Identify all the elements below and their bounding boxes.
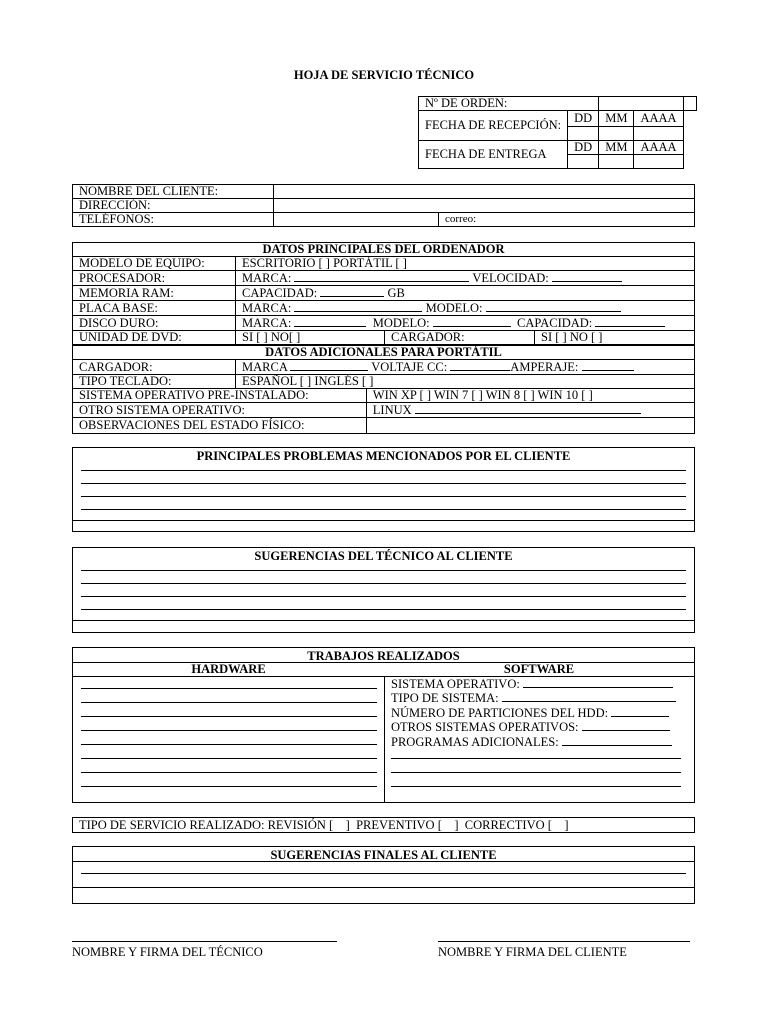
preinstalled-os-label: SISTEMA OPERATIVO PRE-INSTALADO: <box>73 389 367 403</box>
order-table <box>418 96 697 169</box>
page-title: HOJA DE SERVICIO TÉCNICO <box>293 68 475 82</box>
work-heading: TRABAJOS REALIZADOS <box>307 649 460 663</box>
charger-value[interactable]: SI [ ] NO [ ] <box>535 331 695 345</box>
tech-suggestions-heading: SUGERENCIAS DEL TÉCNICO AL CLIENTE <box>254 549 513 563</box>
laptop-charger-amperage-label: AMPERAJE: <box>510 360 579 374</box>
dvd-value[interactable]: SI [ ] NO[ ] <box>236 331 385 345</box>
service-type-label: TIPO DE SERVICIO REALIZADO: REVISIÓN [ ] PREVENTIVO [ ] CORRECTIVO [ ] <box>79 818 569 832</box>
laptop-charger-brand-label: MARCA <box>242 360 288 374</box>
service-type-box[interactable] <box>72 817 695 833</box>
sw-item-other-os: OTROS SISTEMAS OPERATIVOS: <box>391 720 676 734</box>
sw-item-os: SISTEMA OPERATIVO: <box>391 677 676 691</box>
sw-item-partitions: NÚMERO DE PARTICIONES DEL HDD: <box>391 706 676 720</box>
other-os-linux: LINUX <box>372 403 412 417</box>
model-label: MODELO DE EQUIPO: <box>73 257 236 271</box>
laptop-data-table <box>72 345 695 434</box>
delivery-mm-label: MM <box>599 141 634 155</box>
ram-capacity-label: CAPACIDAD: <box>242 286 318 300</box>
reception-dd-field[interactable] <box>568 127 599 141</box>
main-data-heading: DATOS PRINCIPALES DEL ORDENADOR <box>73 243 695 257</box>
charger-label: CARGADOR: <box>385 331 535 345</box>
dvd-label: UNIDAD DE DVD: <box>73 331 236 345</box>
reception-aaaa-field[interactable] <box>634 127 683 141</box>
main-data-table <box>72 242 695 345</box>
final-suggestions-box[interactable] <box>72 846 695 904</box>
cpu-label: PROCESADOR: <box>73 271 236 286</box>
technician-signature-label: NOMBRE Y FIRMA DEL TÉCNICO <box>72 945 263 959</box>
laptop-charger-value[interactable] <box>236 360 695 375</box>
delivery-dd-label: DD <box>568 141 599 155</box>
ram-value[interactable] <box>236 286 695 301</box>
board-brand-label: MARCA: <box>242 301 292 315</box>
other-os-label: OTRO SISTEMA OPERATIVO: <box>73 403 367 418</box>
client-signature-line[interactable] <box>438 941 690 942</box>
client-address-field[interactable] <box>274 199 695 213</box>
disk-value[interactable] <box>236 316 695 331</box>
problems-heading: PRINCIPALES PROBLEMAS MENCIONADOS POR EL CLIENTE <box>196 449 571 463</box>
client-email-label: correo: <box>439 213 695 227</box>
cpu-brand-label: MARCA: <box>242 271 292 285</box>
problems-box[interactable] <box>72 447 695 532</box>
delivery-date-label: FECHA DE ENTREGA <box>419 141 568 169</box>
reception-aaaa-label: AAAA <box>634 111 683 127</box>
cpu-value[interactable] <box>236 271 695 286</box>
order-number-label: Nº DE ORDEN: <box>419 97 599 111</box>
board-model-label: MODELO: <box>425 301 483 315</box>
observations-field[interactable] <box>366 418 694 434</box>
reception-mm-field[interactable] <box>599 127 634 141</box>
delivery-aaaa-label: AAAA <box>634 141 683 155</box>
client-address-label: DIRECCIÓN: <box>73 199 274 213</box>
technician-signature-line[interactable] <box>72 941 337 942</box>
client-name-label: NOMBRE DEL CLIENTE: <box>73 185 274 199</box>
sw-item-programs: PROGRAMAS ADICIONALES: <box>391 735 676 749</box>
ram-unit: GB <box>387 286 405 300</box>
delivery-aaaa-field[interactable] <box>634 155 683 169</box>
disk-capacity-label: CAPACIDAD: <box>517 316 593 330</box>
disk-brand-label: MARCA: <box>242 316 292 330</box>
software-items[interactable] <box>391 677 676 749</box>
disk-label: DISCO DURO: <box>73 316 236 331</box>
ram-label: MEMORIA RAM: <box>73 286 236 301</box>
reception-date-label: FECHA DE RECEPCIÓN: <box>419 111 568 141</box>
order-number-field-end[interactable] <box>683 97 696 111</box>
tech-suggestions-box[interactable] <box>72 547 695 633</box>
client-name-field[interactable] <box>274 185 695 199</box>
other-os-value[interactable] <box>366 403 694 418</box>
disk-model-label: MODELO: <box>372 316 430 330</box>
laptop-charger-voltage-label: VOLTAJE CC: <box>371 360 448 374</box>
observations-label: OBSERVACIONES DEL ESTADO FÍSICO: <box>73 418 367 434</box>
order-number-field[interactable] <box>599 97 683 111</box>
preinstalled-os-value[interactable]: WIN XP [ ] WIN 7 [ ] WIN 8 [ ] WIN 10 [ ] <box>366 389 694 403</box>
final-suggestions-heading: SUGERENCIAS FINALES AL CLIENTE <box>270 848 497 862</box>
laptop-charger-label: CARGADOR: <box>73 360 236 375</box>
reception-mm-label: MM <box>599 111 634 127</box>
client-signature-label: NOMBRE Y FIRMA DEL CLIENTE <box>438 945 627 959</box>
hardware-heading: HARDWARE <box>191 662 266 676</box>
board-value[interactable] <box>236 301 695 316</box>
laptop-data-heading: DATOS ADICIONALES PARA PORTÁTIL <box>73 346 695 360</box>
delivery-mm-field[interactable] <box>599 155 634 169</box>
keyboard-label: TIPO TECLADO: <box>73 375 236 389</box>
client-phones-field[interactable] <box>274 213 439 227</box>
delivery-dd-field[interactable] <box>568 155 599 169</box>
work-box <box>72 647 695 803</box>
reception-dd-label: DD <box>568 111 599 127</box>
keyboard-value[interactable]: ESPAÑOL [ ] INGLÉS [ ] <box>236 375 695 389</box>
cpu-speed-label: VELOCIDAD: <box>472 271 549 285</box>
board-label: PLACA BASE: <box>73 301 236 316</box>
model-value[interactable]: ESCRITORIO [ ] PORTÁTIL [ ] <box>236 257 695 271</box>
sw-item-type: TIPO DE SISTEMA: <box>391 691 676 705</box>
software-heading: SOFTWARE <box>503 662 575 676</box>
client-phones-label: TELÉFONOS: <box>73 213 274 227</box>
client-table <box>72 184 695 227</box>
